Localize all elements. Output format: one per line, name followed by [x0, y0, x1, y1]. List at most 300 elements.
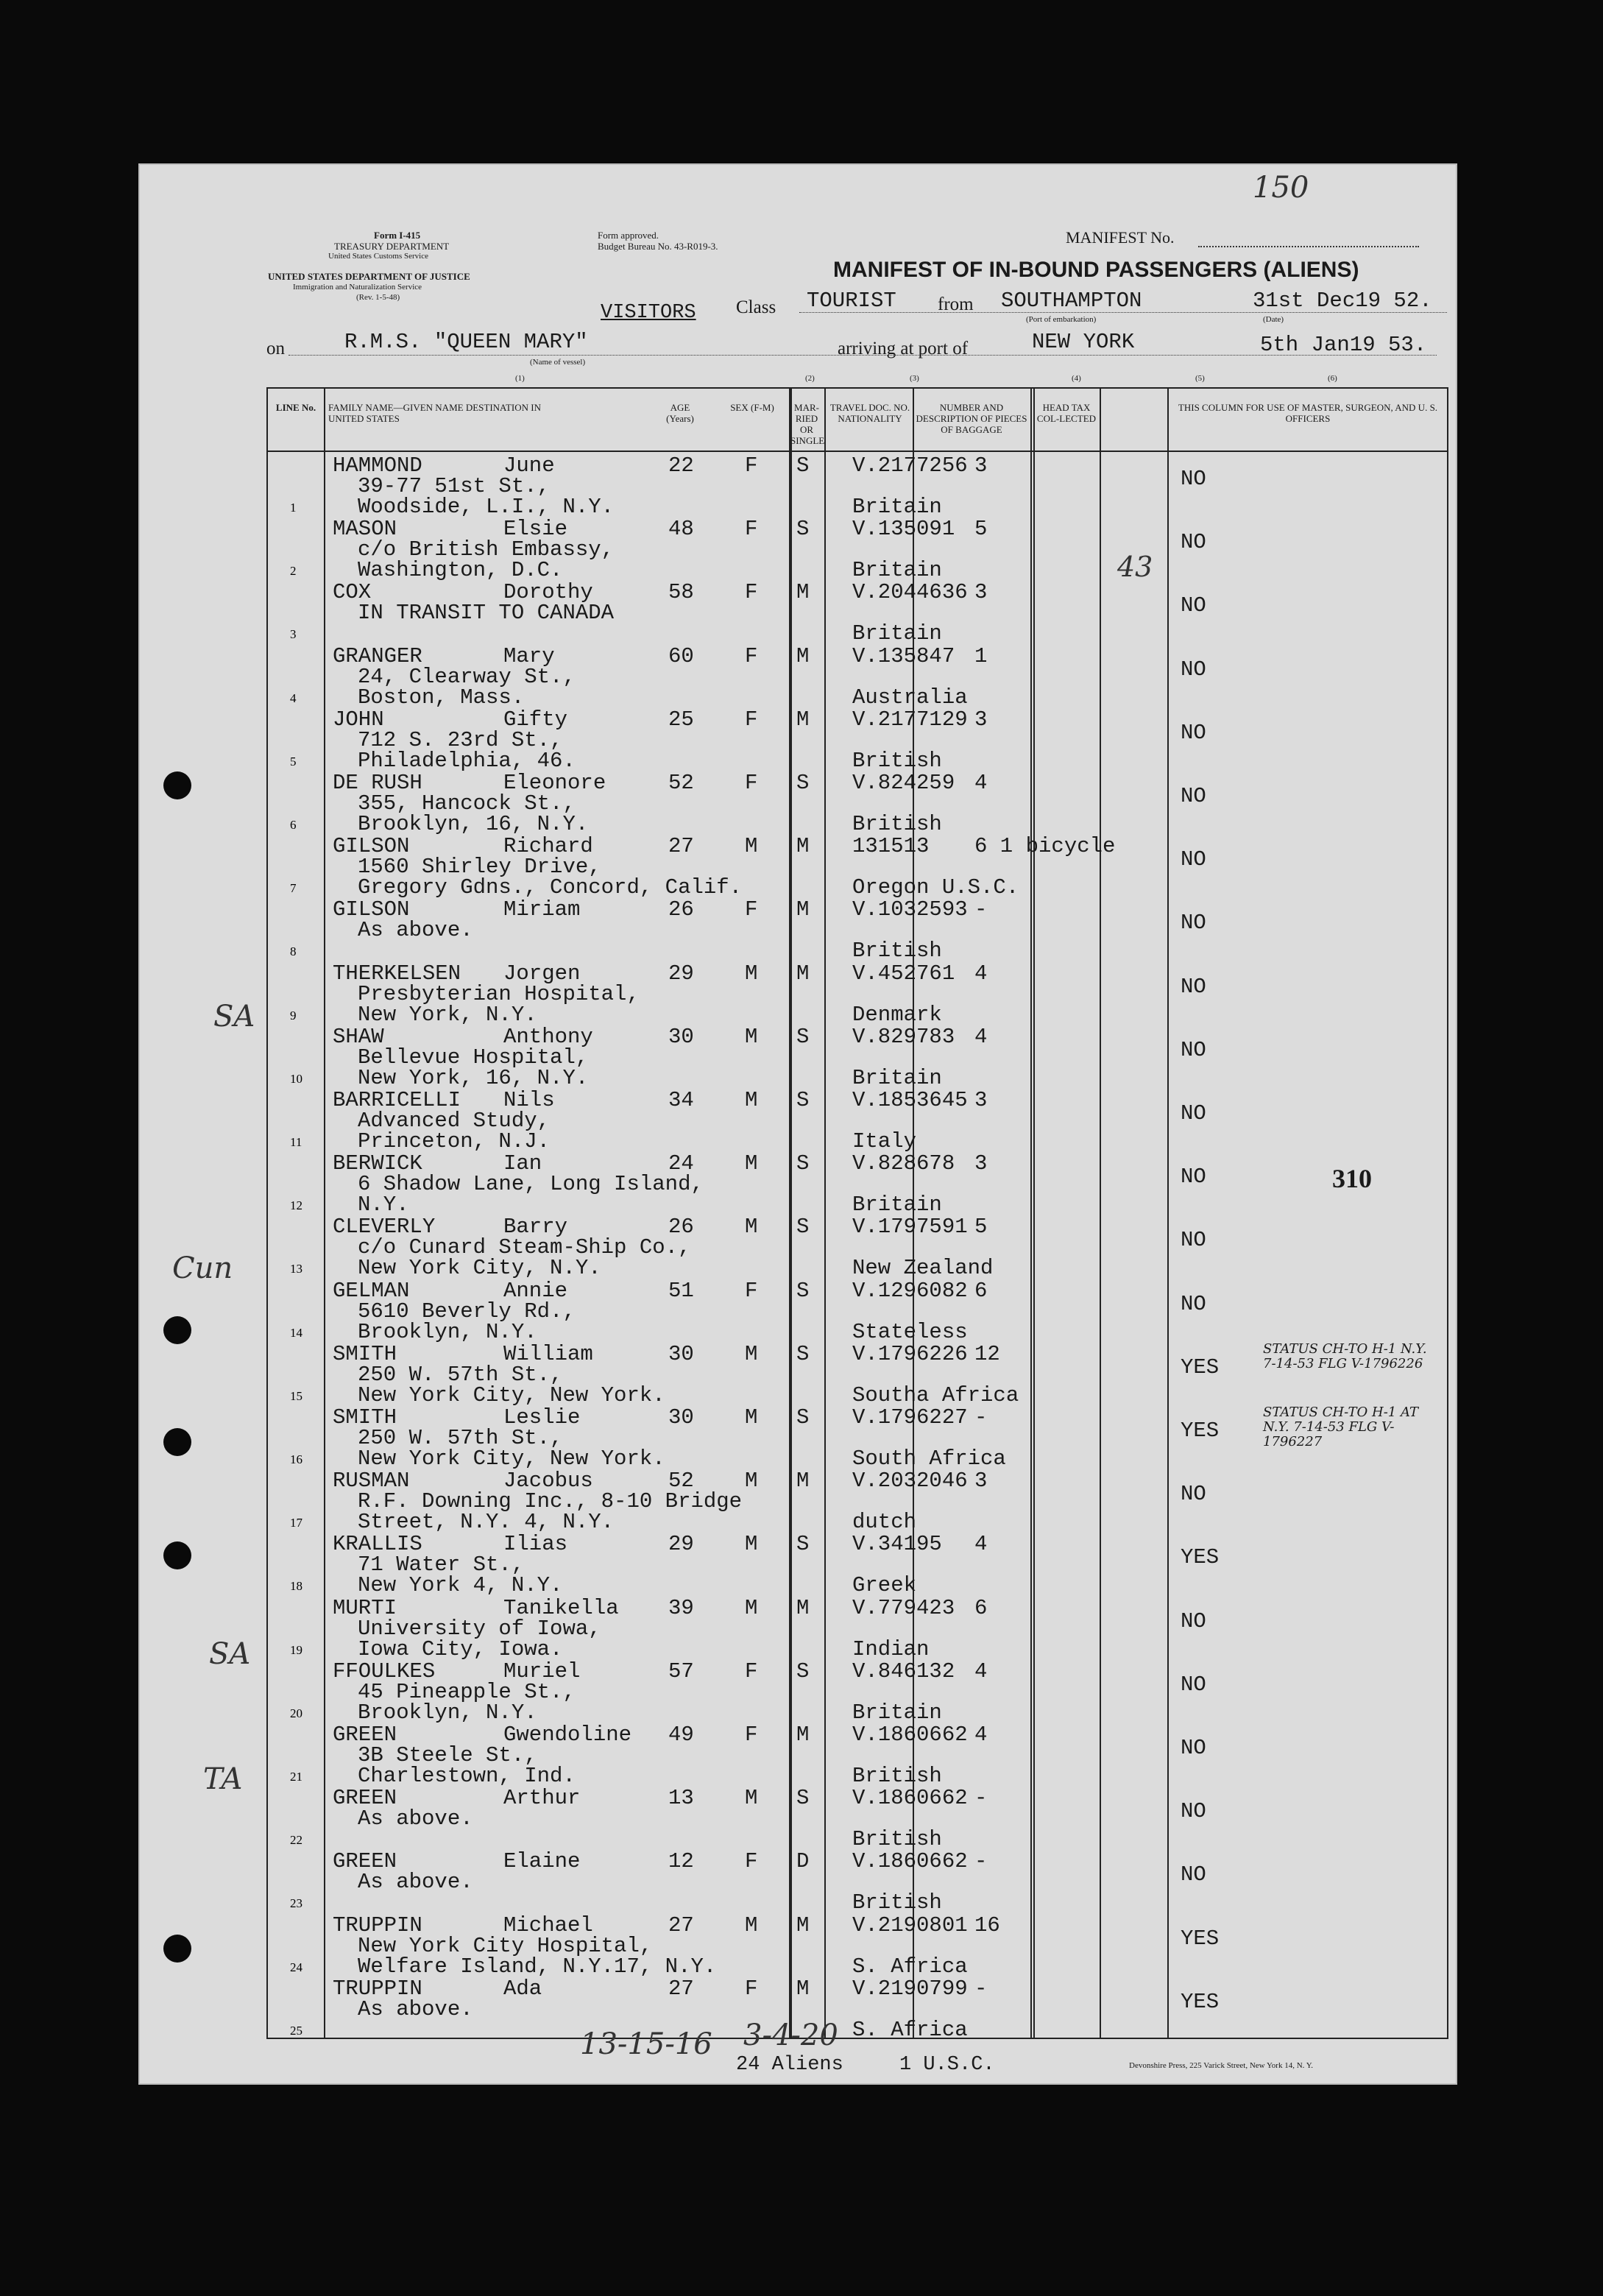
destination-line-1: c/o Cunard Steam-Ship Co.,	[358, 1235, 691, 1260]
head-tax: NO	[1181, 974, 1206, 999]
destination-line-2: Iowa City, Iowa.	[358, 1636, 563, 1661]
destination-line-1: 39-77 51st St.,	[358, 474, 551, 498]
given-name: Ada	[503, 1976, 542, 2001]
destination-line-2: Welfare Island, N.Y.17, N.Y.	[358, 1954, 717, 1979]
nationality: Southa Africa	[852, 1382, 1019, 1407]
marital-status: S	[796, 1341, 810, 1366]
sex: M	[745, 1786, 758, 1811]
destination-line-2: N.Y.	[358, 1193, 409, 1218]
marital-status: S	[796, 1088, 810, 1112]
marital-status: S	[796, 771, 810, 795]
header-sex: SEX (F-M)	[730, 402, 774, 413]
head-tax: NO	[1181, 1862, 1206, 1887]
travel-doc-no: V.1796226	[852, 1341, 968, 1366]
travel-doc-no: V.2190799	[852, 1976, 968, 2001]
line-number: 18	[290, 1579, 302, 1594]
given-name: Barry	[503, 1215, 568, 1240]
col-num-5: (5)	[1195, 374, 1205, 383]
passenger-table	[266, 387, 1448, 2042]
given-name: Dorothy	[503, 580, 593, 605]
travel-doc-no: V.2032046	[852, 1469, 968, 1494]
nationality: Denmark	[852, 1002, 942, 1027]
destination-line-2: Woodside, L.I., N.Y.	[358, 495, 615, 519]
sex: F	[745, 453, 758, 478]
nationality: S. Africa	[852, 2017, 968, 2042]
destination-line-1: 6 Shadow Lane, Long Island,	[358, 1172, 704, 1197]
age: 13	[668, 1786, 694, 1811]
sex: M	[745, 1341, 758, 1366]
baggage: -	[974, 1976, 988, 2001]
sex: M	[745, 1215, 758, 1240]
header-doc: TRAVEL DOC. NO. NATIONALITY	[829, 402, 910, 424]
destination-line-1: 45 Pineapple St.,	[358, 1679, 576, 1704]
punch-hole	[163, 1428, 191, 1456]
table-row	[268, 517, 1447, 581]
nationality: Britain	[852, 1065, 942, 1090]
line-number: 16	[290, 1452, 302, 1466]
marital-status: S	[796, 1532, 810, 1557]
officer-note: STATUS CH-TO H-1 AT N.Y. 7-14-53 FLG V-1796227	[1263, 1405, 1418, 1449]
given-name: Nils	[503, 1088, 555, 1112]
destination-line-2: New York City, New York.	[358, 1447, 665, 1471]
baggage: 4	[974, 1659, 988, 1684]
marital-status: M	[796, 1912, 810, 1938]
destination-line-1: As above.	[358, 1870, 473, 1895]
family-name: BERWICK	[333, 1151, 422, 1176]
vessel-caption: (Name of vessel)	[530, 358, 586, 367]
table-row	[268, 897, 1447, 964]
margin-note-ta: TA	[203, 1762, 243, 1796]
head-tax: NO	[1181, 467, 1206, 491]
class-label: Class	[736, 297, 776, 317]
destination-line-1: 250 W. 57th St.,	[358, 1362, 563, 1387]
table-row	[268, 1025, 1447, 1089]
baggage: 16	[974, 1912, 1000, 1938]
destination-line-1: R.F. Downing Inc., 8-10 Bridge	[358, 1489, 743, 1514]
nationality: Britain	[852, 1193, 942, 1218]
nationality: Australia	[852, 685, 968, 710]
travel-doc-no: V.1853645	[852, 1088, 968, 1112]
head-tax: NO	[1181, 1291, 1206, 1316]
sex: F	[745, 1723, 758, 1747]
nationality: British	[852, 812, 942, 836]
marital-status: S	[796, 1151, 810, 1176]
nationality: Britain	[852, 495, 942, 519]
sex: F	[745, 1659, 758, 1684]
margin-note-sa: SA	[213, 1000, 255, 1034]
punch-hole	[163, 1541, 191, 1569]
age: 27	[668, 834, 694, 859]
destination-line-1: Bellevue Hospital,	[358, 1045, 589, 1070]
sex: M	[745, 1405, 758, 1430]
destination-line-1: Presbyterian Hospital,	[358, 981, 640, 1006]
manifest-no-label: MANIFEST No.	[1066, 228, 1175, 247]
given-name: Leslie	[503, 1405, 581, 1430]
baggage: 4	[974, 1024, 988, 1049]
header-tax: HEAD TAX COL-LECTED	[1036, 402, 1097, 424]
destination-line-2: New York, N.Y.	[358, 1002, 537, 1027]
age: 60	[668, 643, 694, 668]
travel-doc-no: V.828678	[852, 1151, 955, 1176]
treasury-dept: TREASURY DEPARTMENT	[334, 241, 450, 252]
baggage: 3	[974, 580, 988, 605]
ins-service: Immigration and Naturalization Service	[293, 283, 422, 292]
marital-status: S	[796, 1024, 810, 1049]
travel-doc-no: V.34195	[852, 1532, 942, 1557]
head-tax: NO	[1181, 1037, 1206, 1062]
arriving-label: arriving at port of	[838, 339, 969, 358]
nationality: British	[852, 1827, 942, 1852]
form-number: Form I-415	[374, 230, 421, 241]
destination-line-2: Charlestown, Ind.	[358, 1764, 576, 1788]
category: VISITORS	[601, 302, 696, 324]
family-name: CLEVERLY	[333, 1215, 436, 1240]
travel-doc-no: V.2190801	[852, 1912, 968, 1938]
travel-doc-no: V.1860662	[852, 1786, 968, 1811]
family-name: MURTI	[333, 1595, 397, 1620]
footer-handwriting-2: 3-4-20	[743, 2018, 838, 2052]
destination-line-1: 5610 Beverly Rd.,	[358, 1299, 576, 1324]
given-name: Gifty	[503, 707, 568, 732]
table-row	[268, 580, 1447, 644]
line-number: 15	[290, 1388, 302, 1403]
from-label: from	[938, 294, 974, 314]
travel-doc-no: V.779423	[852, 1595, 955, 1620]
age: 22	[668, 453, 694, 478]
vessel-name: R.M.S. "QUEEN MARY"	[344, 330, 588, 354]
port-embarkation: SOUTHAMPTON	[1001, 289, 1142, 313]
line-number: 14	[290, 1325, 302, 1340]
age: 52	[668, 771, 694, 795]
table-row	[268, 1596, 1447, 1660]
line-number: 3	[290, 627, 297, 642]
head-tax: NO	[1181, 911, 1206, 936]
marital-status: M	[796, 1469, 810, 1494]
sex: F	[745, 1278, 758, 1303]
given-name: June	[503, 453, 555, 478]
travel-doc-no: V.135847	[852, 643, 955, 668]
baggage: 4	[974, 961, 988, 986]
age: 27	[668, 1912, 694, 1938]
marital-status: S	[796, 1215, 810, 1240]
line-number: 7	[290, 881, 297, 896]
nationality: dutch	[852, 1510, 917, 1535]
sex: M	[745, 961, 758, 986]
header-age: AGE (Years)	[666, 402, 694, 424]
marital-status: S	[796, 453, 810, 478]
on-label: on	[266, 339, 285, 358]
destination-line-1: 3B Steele St.,	[358, 1743, 537, 1767]
nationality: S. Africa	[852, 1954, 968, 1979]
sex: F	[745, 643, 758, 668]
table-row	[268, 1405, 1447, 1469]
marital-status: M	[796, 580, 810, 605]
port-embarkation-caption: (Port of embarkation)	[1026, 315, 1097, 324]
header-baggage: NUMBER AND DESCRIPTION OF PIECES OF BAGGAGE	[916, 402, 1027, 435]
nationality: Britain	[852, 558, 942, 583]
given-name: Miriam	[503, 897, 581, 922]
travel-doc-no: V.1296082	[852, 1278, 968, 1303]
sex: M	[745, 1469, 758, 1494]
sex: M	[745, 1912, 758, 1938]
head-tax: NO	[1181, 720, 1206, 745]
given-name: Jorgen	[503, 961, 581, 986]
marital-status: M	[796, 1723, 810, 1747]
family-name: GELMAN	[333, 1278, 410, 1303]
sex: M	[745, 834, 758, 859]
nationality: British	[852, 939, 942, 964]
head-tax: NO	[1181, 1101, 1206, 1126]
family-name: TRUPPIN	[333, 1912, 422, 1938]
manifest-no-line	[1198, 246, 1419, 247]
family-name: SHAW	[333, 1024, 384, 1049]
margin-note-cun: Cun	[172, 1251, 233, 1285]
printer-line: Devonshire Press, 225 Varick Street, New York 14, N. Y.	[1129, 2061, 1314, 2070]
family-name: JOHN	[333, 707, 384, 732]
age: 34	[668, 1088, 694, 1112]
head-tax: YES	[1181, 1926, 1220, 1951]
baggage: 3	[974, 1151, 988, 1176]
sex: F	[745, 771, 758, 795]
vessel-line	[289, 355, 1437, 356]
destination-line-1: As above.	[358, 918, 473, 943]
destination-line-1: IN TRANSIT TO CANADA	[358, 601, 615, 626]
given-name: Elaine	[503, 1849, 581, 1874]
nationality: New Zealand	[852, 1256, 994, 1281]
class-value: TOURIST	[807, 289, 896, 313]
age: 30	[668, 1405, 694, 1430]
col-num-4: (4)	[1072, 374, 1081, 383]
arrival-port: NEW YORK	[1032, 330, 1135, 354]
travel-doc-no: V.824259	[852, 771, 955, 795]
family-name: GREEN	[333, 1723, 397, 1747]
baggage: 3	[974, 1469, 988, 1494]
age: 25	[668, 707, 694, 732]
col-num-6: (6)	[1328, 374, 1337, 383]
marital-status: M	[796, 1976, 810, 2001]
family-name: GRANGER	[333, 643, 422, 668]
head-tax: NO	[1181, 1736, 1206, 1760]
age: 51	[668, 1278, 694, 1303]
marital-status: D	[796, 1849, 810, 1874]
destination-line-2: Boston, Mass.	[358, 685, 525, 710]
age: 48	[668, 517, 694, 542]
line-number: 2	[290, 564, 297, 579]
family-name: SMITH	[333, 1405, 397, 1430]
line-number: 9	[290, 1008, 297, 1022]
given-name: Michael	[503, 1912, 593, 1938]
head-tax: YES	[1181, 1989, 1220, 2014]
sex: M	[745, 1532, 758, 1557]
baggage: 3	[974, 1088, 988, 1112]
marital-status: S	[796, 1659, 810, 1684]
table-row	[268, 1279, 1447, 1343]
baggage: -	[974, 1786, 988, 1811]
baggage: -	[974, 897, 988, 922]
age: 29	[668, 961, 694, 986]
line-number: 13	[290, 1262, 302, 1276]
nationality: Italy	[852, 1129, 917, 1154]
travel-doc-no: V.1797591	[852, 1215, 968, 1240]
family-name: HAMMOND	[333, 453, 422, 478]
line-number: 6	[290, 818, 297, 832]
line-number: 22	[290, 1833, 302, 1848]
destination-line-1: 355, Hancock St.,	[358, 791, 576, 816]
age: 52	[668, 1469, 694, 1494]
age: 30	[668, 1024, 694, 1049]
nationality: Greek	[852, 1573, 917, 1598]
voyage-line	[799, 312, 1447, 313]
baggage: 4	[974, 1532, 988, 1557]
baggage: 6	[974, 1595, 988, 1620]
destination-line-1: As above.	[358, 1996, 473, 2021]
head-tax: NO	[1181, 1799, 1206, 1824]
baggage: 5	[974, 1215, 988, 1240]
sex: M	[745, 1088, 758, 1112]
line-number: 1	[290, 501, 297, 515]
baggage: 6 1 bicycle	[974, 834, 1116, 859]
punch-hole	[163, 1935, 191, 1963]
travel-doc-no: V.2044636	[852, 580, 968, 605]
nationality: Stateless	[852, 1319, 968, 1344]
destination-line-2: New York City, New York.	[358, 1382, 665, 1407]
head-tax: NO	[1181, 1608, 1206, 1633]
age: 27	[668, 1976, 694, 2001]
marital-status: M	[796, 961, 810, 986]
nationality: Britain	[852, 621, 942, 646]
sex: F	[745, 707, 758, 732]
travel-doc-no: V.829783	[852, 1024, 955, 1049]
head-tax: YES	[1181, 1419, 1220, 1443]
baggage: 4	[974, 1723, 988, 1747]
destination-line-1: New York City Hospital,	[358, 1933, 653, 1958]
destination-line-2: Brooklyn, N.Y.	[358, 1319, 537, 1344]
travel-doc-no: V.2177129	[852, 707, 968, 732]
table-row	[268, 1088, 1447, 1152]
destination-line-1: Advanced Study,	[358, 1109, 551, 1133]
family-name: THERKELSEN	[333, 961, 461, 986]
baggage: 4	[974, 771, 988, 795]
given-name: William	[503, 1341, 593, 1366]
col-num-2: (2)	[805, 374, 815, 383]
nationality: British	[852, 1890, 942, 1915]
departure-date: 31st Dec19 52.	[1253, 289, 1432, 313]
nationality: South Africa	[852, 1447, 1006, 1471]
destination-line-1: As above.	[358, 1806, 473, 1831]
marital-status: M	[796, 707, 810, 732]
marital-status: M	[796, 897, 810, 922]
family-name: COX	[333, 580, 372, 605]
baggage: 6	[974, 1278, 988, 1303]
line-number: 24	[290, 1960, 302, 1974]
head-tax: NO	[1181, 1165, 1206, 1190]
travel-doc-no: 131513	[852, 834, 930, 859]
destination-line-2: Washington, D.C.	[358, 558, 563, 583]
table-row	[268, 1342, 1447, 1406]
age: 39	[668, 1595, 694, 1620]
table-row	[268, 1151, 1447, 1218]
destination-line-2: New York City, N.Y.	[358, 1256, 601, 1281]
travel-doc-no: V.1860662	[852, 1723, 968, 1747]
baggage: 5	[974, 517, 988, 542]
table-row	[268, 453, 1447, 518]
given-name: Ian	[503, 1151, 542, 1176]
form-approved: Form approved.	[598, 230, 659, 241]
travel-doc-no: V.1032593	[852, 897, 968, 922]
given-name: Richard	[503, 834, 593, 859]
table-row	[268, 644, 1447, 708]
line-number: 5	[290, 754, 297, 769]
given-name: Elsie	[503, 517, 568, 542]
header-officers: THIS COLUMN FOR USE OF MASTER, SURGEON, AND U. S. OFFICERS	[1178, 402, 1438, 424]
note-43: 43	[1117, 551, 1153, 583]
destination-line-1: 71 Water St.,	[358, 1553, 525, 1578]
given-name: Ilias	[503, 1532, 568, 1557]
table-row	[268, 1659, 1447, 1723]
nationality: British	[852, 748, 942, 773]
line-number: 20	[290, 1706, 302, 1720]
margin-note-sa-2: SA	[209, 1637, 251, 1671]
sex: F	[745, 897, 758, 922]
line-number: 10	[290, 1071, 302, 1086]
age: 26	[668, 1215, 694, 1240]
head-tax: NO	[1181, 1672, 1206, 1697]
nationality: British	[852, 1764, 942, 1788]
head-tax: NO	[1181, 847, 1206, 872]
head-tax: NO	[1181, 1482, 1206, 1507]
destination-line-2: Gregory Gdns., Concord, Calif.	[358, 875, 743, 900]
given-name: Arthur	[503, 1786, 581, 1811]
age: 26	[668, 897, 694, 922]
table-row	[268, 1469, 1447, 1533]
line-number: 19	[290, 1642, 302, 1657]
arrival-date: 5th Jan19 53.	[1260, 333, 1427, 357]
age: 29	[668, 1532, 694, 1557]
destination-line-2: Brooklyn, 16, N.Y.	[358, 812, 589, 836]
customs-service: United States Customs Service	[328, 252, 428, 261]
travel-doc-no: V.1860662	[852, 1849, 968, 1874]
destination-line-1: 1560 Shirley Drive,	[358, 855, 601, 880]
given-name: Tanikella	[503, 1595, 619, 1620]
given-name: Muriel	[503, 1659, 581, 1684]
destination-line-1: 250 W. 57th St.,	[358, 1426, 563, 1450]
col-num-1: (1)	[515, 374, 525, 383]
family-name: GREEN	[333, 1786, 397, 1811]
marital-status: M	[796, 643, 810, 668]
travel-doc-no: V.2177256	[852, 453, 968, 478]
family-name: GILSON	[333, 897, 410, 922]
head-tax: YES	[1181, 1545, 1220, 1570]
age: 12	[668, 1849, 694, 1874]
head-tax: NO	[1181, 530, 1206, 555]
table-row	[268, 1215, 1447, 1279]
footer-usc: 1 U.S.C.	[899, 2054, 995, 2076]
sex: F	[745, 1849, 758, 1874]
marital-status: S	[796, 1405, 810, 1430]
table-row	[268, 707, 1447, 771]
date-caption: (Date)	[1263, 315, 1284, 324]
given-name: Jacobus	[503, 1469, 593, 1494]
line-number: 4	[290, 690, 297, 705]
table-row	[268, 1532, 1447, 1596]
nationality: Britain	[852, 1700, 942, 1725]
family-name: SMITH	[333, 1341, 397, 1366]
line-number: 8	[290, 944, 297, 959]
family-name: DE RUSH	[333, 771, 422, 795]
footer-handwriting-1: 13-15-16	[580, 2027, 712, 2061]
table-row	[268, 1723, 1447, 1787]
destination-line-2: Street, N.Y. 4, N.Y.	[358, 1510, 615, 1535]
